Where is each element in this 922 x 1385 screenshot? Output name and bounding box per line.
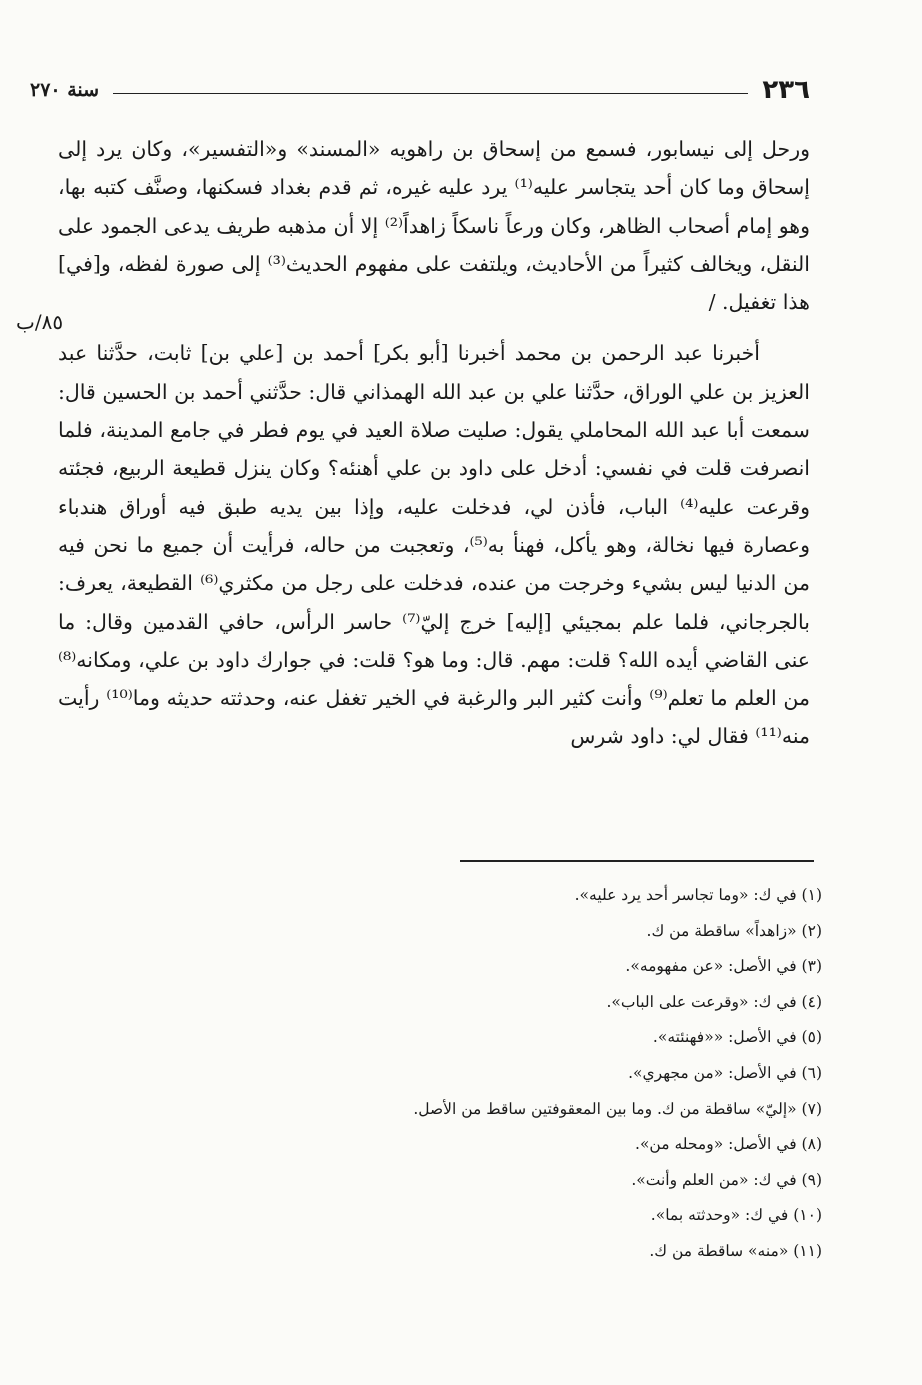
footnote: (٦) في الأصل: «من مجهري».	[628, 1063, 822, 1082]
running-head-year: سنة ٢٧٠	[30, 79, 100, 101]
footnotes	[40, 878, 822, 1270]
paragraph: أخبرنا عبد الرحمن بن محمد أخبرنا [أبو بكر] أحمد بن [علي بن] ثابت، حدَّثنا عبد العزيز بن علي الوراق، حدَّثنا علي بن عبد الله الهمذاني قال: حدَّثني أحمد بن الحسين قال: سمعت أبا عبد الله المحاملي يقول: صليت صلاة العيد في يوم فطر في جامع المدينة، فلما انصرفت قلت في نفسي: أدخل على داود بن علي أهنئه؟ وكان ينزل قطيعة الربيع، فجئته وقرعت عليه⁽⁴⁾ الباب، فأذن لي، فدخلت عليه، وإذا بين يديه طبق فيه أوراق هندباء وعصارة فيها نخالة، وهو يأكل، فهنأ به⁽⁵⁾، وتعجبت من حاله، فرأيت أن جميع ما نحن فيه من الدنيا ليس بشيء وخرجت من عنده، فدخلت على رجل من مكثري⁽⁶⁾ القطيعة، يعرف: بالجرجاني، فلما علم بمجيئي [إليه] خرج إليّ⁽⁷⁾ حاسر الرأس، حافي القدمين وقال: ما عنى القاضي أيده الله؟ قلت: مهم. قال: وما هو؟ قلت: في جوارك داود بن علي، ومكانه⁽⁸⁾ من العلم ما تعلم⁽⁹⁾ وأنت كثير البر والرغبة في الخير تغفل عنه، وحدثته حديثه وما⁽¹⁰⁾ رأيت منه⁽¹¹⁾ فقال لي: داود شرس	[58, 341, 811, 749]
main-text	[58, 130, 810, 756]
footnote-separator	[460, 860, 814, 862]
paragraph: ورحل إلى نيسابور، فسمع من إسحاق بن راهويه «المسند» و«التفسير»، وكان يرد إلى إسحاق وما كان أحد يتجاسر عليه⁽¹⁾ يرد عليه غيره، ثم قدم بغداد فسكنها، وصنَّف كتبه بها، وهو إمام أصحاب الظاهر، وكان ورعاً ناسكاً زاهداً⁽²⁾ إلا أن مذهبه طريف يدعى الجمود على النقل، ويخالف كثيراً من الأحاديث، ويلتفت على مفهوم الحديث⁽³⁾ إلى صورة لفظه، و[في] هذا تغفيل. /	[58, 137, 810, 315]
footnote: (٨) في الأصل: «ومحله من».	[635, 1135, 822, 1154]
footnote: (٤) في ك: «وقرعت على الباب».	[606, 992, 822, 1011]
footnote: (١٠) في ك: «وحدثته بما».	[650, 1206, 822, 1225]
footnote: (٩) في ك: «من العلم وأنت».	[631, 1170, 822, 1189]
page-header	[30, 70, 810, 110]
page-number: ٢٣٦	[762, 75, 810, 105]
margin-folio-marker: ٨٥/ب	[16, 310, 64, 334]
footnote: (٧) «إليّ» ساقطة من ك. وما بين المعقوفتين ساقط من الأصل.	[413, 1099, 822, 1118]
footnote: (٥) في الأصل: ««فهنئته».	[652, 1028, 822, 1047]
footnote: (٢) «زاهداً» ساقطة من ك.	[646, 921, 822, 940]
footnote: (٣) في الأصل: «عن مفهومه».	[625, 957, 822, 976]
header-rule	[113, 93, 748, 94]
footnote: (١١) «منه» ساقطة من ك.	[649, 1241, 822, 1260]
footnote: (١) في ك: «وما تجاسر أحد يرد عليه».	[574, 886, 822, 904]
